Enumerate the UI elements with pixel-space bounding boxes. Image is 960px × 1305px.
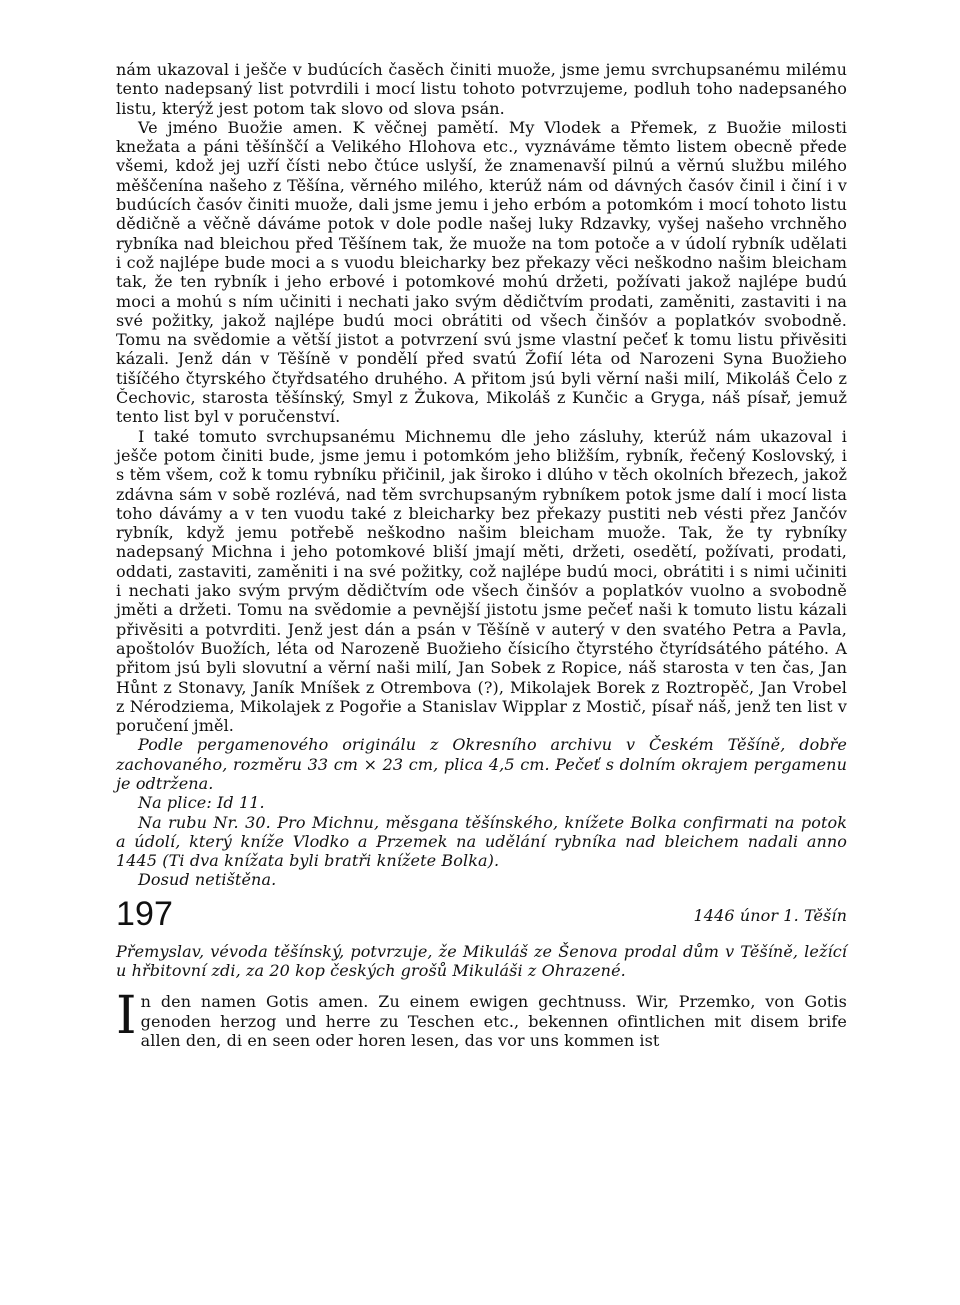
note-plica: Na plice: Id 11. [138, 793, 265, 813]
document-text [116, 986, 847, 1050]
document-text-body: n den namen Gotis amen. Zu einem ewigen gechtnuss. Wir, Przemko, von Gotis genoden herzog und herre zu Teschen etc., bekennen ofintlichen mit disem brife allen den, di en seen oder horen lesen, das vor uns kommen ist [140, 992, 847, 1050]
page-body [116, 60, 847, 1050]
document-date-place: 1446 únor 1. Těšín [693, 905, 847, 925]
document-regest: Přemyslav, vévoda těšínský, potvrzuje, že Mikuláš ze Šenova prodal dům v Těšíně, ležící u hřbitovní zdi, za 20 kop českých grošů Mikuláši z Ohrazené. [116, 941, 847, 981]
document-header [116, 894, 847, 938]
note-verso: Na rubu Nr. 30. Pro Michnu, měsgana těšínského, knížete Bolka confirmati na potok a údolí, který kníže Vlodko a Przemek na udělání rybníka nad bleichem nadali anno 1445 (Ti dva knížata byli bratři knížete Bolka). [116, 812, 847, 871]
note-unpublished: Dosud netištěna. [138, 870, 277, 890]
paragraph-charter-1445: I také tomuto svrchupsanému Michnemu dle jeho zásluhy, kterúž nám ukazoval i ješče potom činiti bude, jsme jemu i potomkóm jeho bližším, rybník, řečený Koslovský, i s těm všem, což k tomu rybníku přičinil, jak široko i dlúho v těch okolních březech, jakož zdávna sám v sobě rozlévá, nad těm svrchupsaným rybníkem potok jsme dalí i mocí lista toho dávámy a v ten vuodu také z bleicharky bez překazy pustiti neb vésti přez Jančóv rybník, když jemu potřebě neškodno našim bleicham muože. Tak, že ty rybníky nadepsaný Michna i jeho potomkové bliší jmají měti, držeti, osedětí, požívati, prodati, oddati, zastaviti, zaměniti i na své požitky, což najlépe budú moci, obrátiti i s nimi učiniti i nechati jako svým prvým dědičtvím ode všech činšóv a poplatkóv vuolno a svobodně jměti a držeti. Tomu na svědomie a pevnější jistotu jsme pečeť naši k tomuto listu kázali přivěsiti a potvrditi. Jenž jest dán a psán v Těšíně v auterý v den svatého Petra a Pavla, apoštolóv Buožích, léta od Narozeně Buožieho čísicího čtyrstého čtyrídsátého pátého. A přitom jsú byli slovutní a věrní naši milí, Jan Sobek z Ropice, náš starosta v ten čas, Jan Hůnt z Stonavy, Janík Mníšek z Otrembova (?), Mikolajek Borek z Roztropěč, Jan Vrobel z Nérodziema, Mikolajek z Pogořie a Stanislav Wipplar z Mostič, písař náš, jenž ten list v poručení jměl. [116, 426, 847, 736]
paragraph-charter-1442: Ve jméno Buožie amen. K věčnej pamětí. My Vlodek a Přemek, z Buožie milosti knežata a páni těšínščí a Velikého Hlohova etc., vyznáváme těmto listem obecně přede všemi, kdož jej uzří čísti nebo čtúce uslyší, že znamenavší pilnú a věrnú službu milého měščenína našeho z Těšína, věrného milého, kterúž nám od dávných časóv činil i činí i v budúcích časóv činiti muože, dali jsme jemu i jeho erbóm a potomkóm i mocí tohoto listu dědičně a věčně dáváme potok v dole podle našej luky Rdzavky, vyšej našeho vrchněho rybníka nad bleichou před Těšínem tak, že muože na tom potoče a v údolí rybník udělati i což najlépe bude moci a s vuodu bleicharky bez překazy věci neškodno našim bleicham tak, že ten rybník i jeho erbové i potomkové mohú držeti, požívati jakož najlépe budú moci a mohú s ním učiniti i nechati jako svým dědičtvím prodati, zaměniti, zastaviti i na své požitky, jakož najlépe budú moci obrátiti od všech činšóv a poplatkóv svobodně. Tomu na svědomie a větší jistot a potvrzení svú jsme vlastní pečeť k tomu listu přivěsiti kázali. Jenž dán v Těšíně v pondělí před svatú Žofií léta od Narozeni Syna Buožieho tišíčého čtyrského čtyřdsatého druhého. A přitom jsú byli věrní naši milí, Mikoláš Čelo z Čechovic, starosta těšínský, Smyl z Žukova, Mikoláš z Kunčic a Gryga, náš písař, jemuž tento list byl v poručenství. [116, 117, 847, 427]
drop-cap-letter: I [116, 986, 137, 1047]
note-source: Podle pergamenového originálu z Okresního archivu v Českém Těšíně, dobře zachovaného, rozměru 33 cm × 23 cm, plica 4,5 cm. Pečeť s dolním okrajem pergamenu je odtržena. [116, 735, 847, 793]
paragraph-continuation: nám ukazoval i ješče v budúcích časěch činiti muože, jsme jemu svrchupsanému milému tento nadepsaný list potvrdili i mocí listu tohoto potvrzujeme, podluh toho nadepsaného listu, kterýž jest potom tak slovo od slova psán. [116, 60, 847, 118]
document-number: 197 [116, 894, 174, 933]
